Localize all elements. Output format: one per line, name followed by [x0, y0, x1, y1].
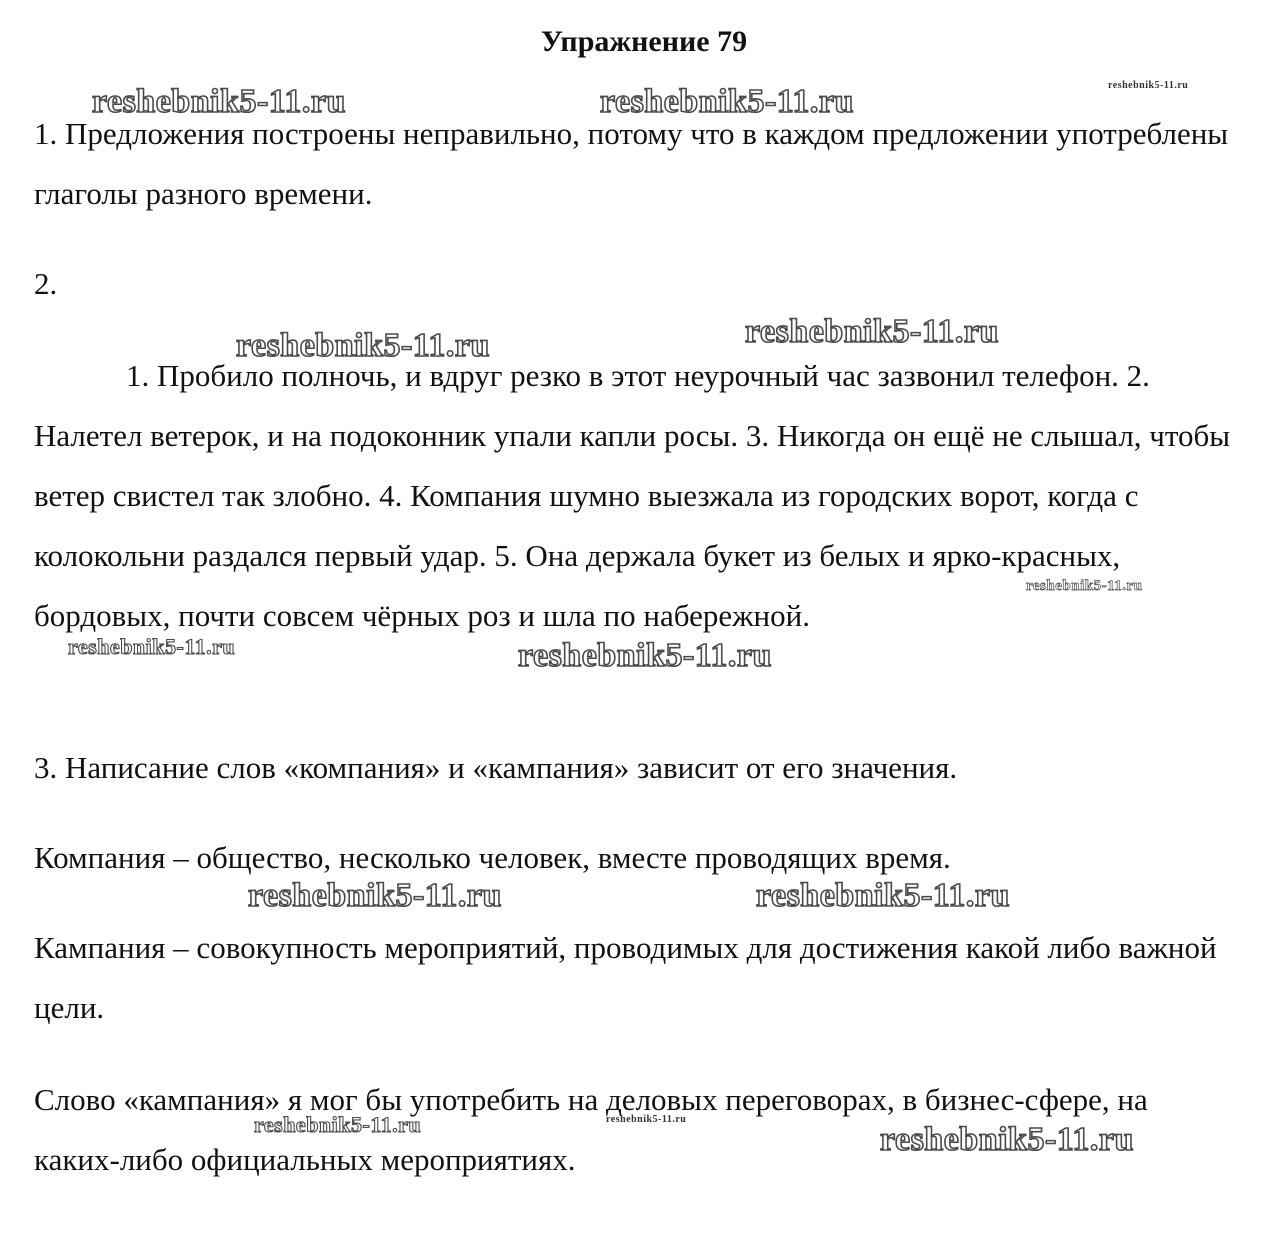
watermark: reshebnik5-11.ru [248, 877, 502, 914]
watermark: reshebnik5-11.ru [745, 313, 999, 350]
watermark: reshebnik5-11.ru [606, 1114, 687, 1125]
watermark: reshebnik5-11.ru [68, 634, 236, 659]
watermark: reshebnik5-11.ru [92, 83, 346, 120]
watermark: reshebnik5-11.ru [1026, 578, 1143, 594]
watermark: reshebnik5-11.ru [756, 877, 1010, 914]
page-title: Упражнение 79 [540, 25, 748, 58]
definition-kompaniya: Компания – общество, несколько человек, вместе проводящих время. [34, 840, 951, 875]
watermark: reshebnik5-11.ru [236, 327, 490, 364]
answer-part-3: 3. Написание слов «компания» и «кампания» зависит от его значения. [34, 750, 958, 785]
watermark: reshebnik5-11.ru [600, 83, 854, 120]
usage-example: Слово «кампания» я мог бы употребить на деловых переговорах, в бизнес-сфере, на каких-либо официальных мероприятиях. [34, 1082, 1148, 1177]
answer-part-2-label: 2. [34, 266, 58, 301]
watermark: reshebnik5-11.ru [518, 637, 772, 674]
corrected-sentences: 1. Пробило полночь, и вдруг резко в этот неурочный час зазвонил телефон. 2. Налетел ветерок, и на подоконник упали капли росы. 3. Никогда он ещё не слышал, чтобы ветер свистел так злобно. 4. Компания шумно выезжала из городских ворот, когда с колокольни раздался первый удар. 5. Она держала букет из белых и ярко-красных, бордовых, почти совсем чёрных роз и шла по набережной. [34, 358, 1231, 633]
definition-kampaniya: Кампания – совокупность мероприятий, проводимых для достижения какой либо важной цели. [34, 930, 1217, 1025]
watermark: reshebnik5-11.ru [1108, 80, 1189, 91]
watermark: reshebnik5-11.ru [254, 1112, 422, 1137]
answer-part-1: 1. Предложения построены неправильно, потому что в каждом предложении употреблены глаголы разного времени. [34, 116, 1229, 211]
watermark: reshebnik5-11.ru [880, 1121, 1134, 1158]
